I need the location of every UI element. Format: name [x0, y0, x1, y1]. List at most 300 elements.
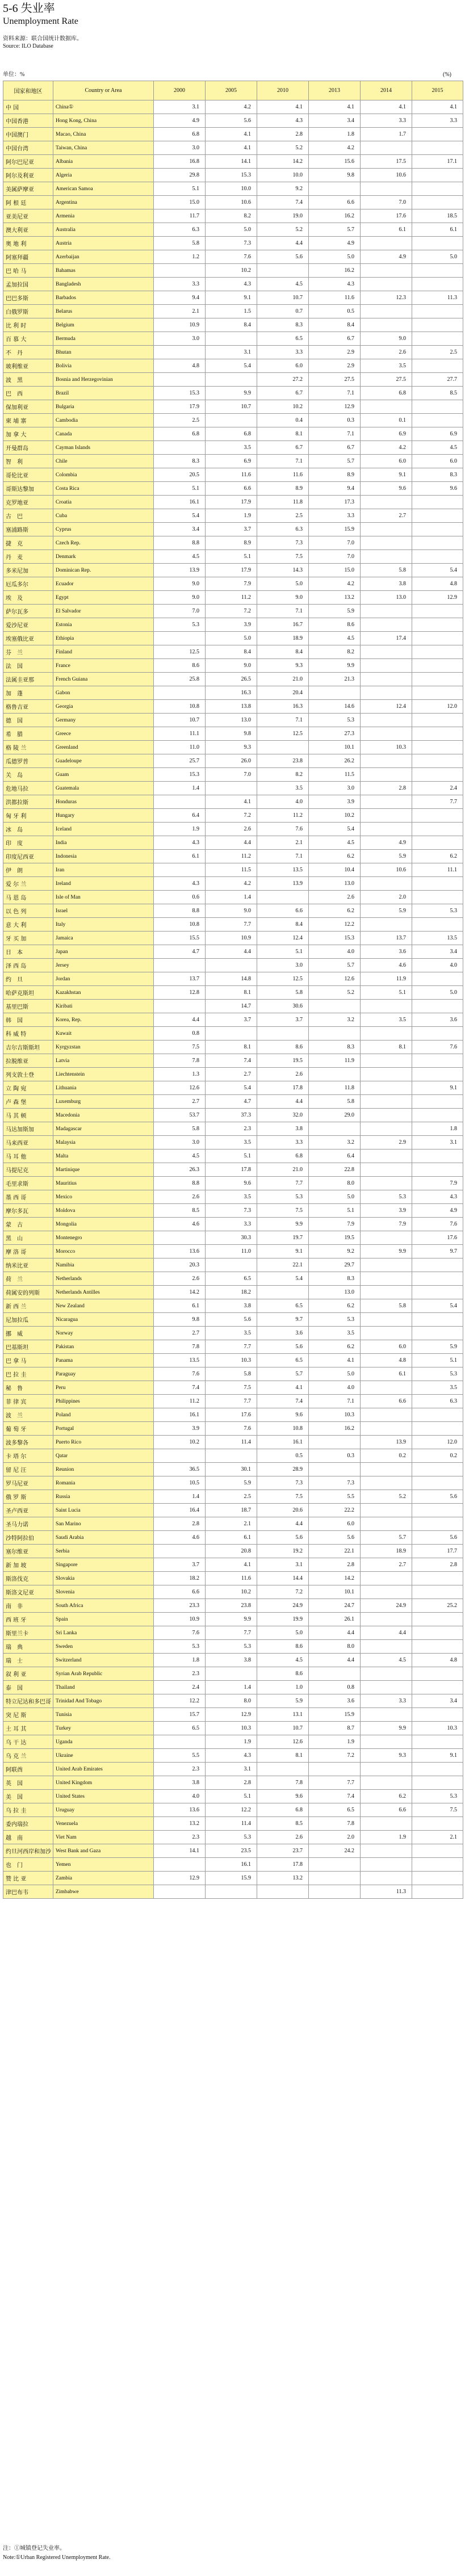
country-name-en: Qatar — [53, 1449, 154, 1463]
rate-cell — [412, 1327, 463, 1340]
rate-cell: 14.2 — [309, 1572, 361, 1585]
rate-cell: 4.5 — [257, 1654, 309, 1667]
rate-cell: 5.4 — [206, 359, 257, 373]
table-row — [3, 1763, 463, 1776]
rate-cell — [361, 1858, 412, 1872]
rate-cell — [361, 823, 412, 836]
rate-cell: 3.3 — [257, 1136, 309, 1149]
rate-cell — [361, 1613, 412, 1626]
country-name-cn: 巴巴多斯 — [3, 291, 53, 305]
rate-cell: 5.3 — [412, 1790, 463, 1803]
country-name-cn: 波 兰 — [3, 1408, 53, 1422]
country-name-cn: 斯洛伐克 — [3, 1572, 53, 1585]
rate-cell: 5.8 — [154, 1122, 206, 1136]
rate-cell: 2.8 — [257, 128, 309, 141]
rate-cell: 7.2 — [206, 809, 257, 823]
table-row — [3, 863, 463, 877]
rate-cell — [361, 1763, 412, 1776]
rate-cell: 17.5 — [361, 155, 412, 169]
country-name-en: West Bank and Gaza — [53, 1844, 154, 1858]
rate-cell: 16.1 — [154, 1408, 206, 1422]
rate-cell — [361, 1095, 412, 1109]
rate-cell: 2.7 — [154, 1327, 206, 1340]
rate-cell — [412, 809, 463, 823]
rate-cell: 4.2 — [206, 877, 257, 891]
rate-cell: 7.7 — [412, 795, 463, 809]
country-name-cn: 塞浦路斯 — [3, 523, 53, 536]
country-name-cn: 印 度 — [3, 836, 53, 850]
rate-cell: 6.5 — [309, 1803, 361, 1817]
rate-cell: 5.8 — [309, 1095, 361, 1109]
table-row — [3, 904, 463, 918]
rate-cell — [257, 741, 309, 754]
rate-cell — [361, 1272, 412, 1286]
rate-cell — [412, 1872, 463, 1885]
rate-cell: 17.9 — [206, 564, 257, 577]
country-name-en: Russia — [53, 1490, 154, 1504]
rate-cell: 32.0 — [257, 1109, 309, 1122]
country-name-cn: 厄瓜多尔 — [3, 577, 53, 591]
rate-cell — [361, 754, 412, 768]
country-name-cn: 土 耳 其 — [3, 1722, 53, 1735]
country-name-en: Guadeloupe — [53, 754, 154, 768]
rate-cell: 9.0 — [154, 577, 206, 591]
country-name-en: Cambodia — [53, 414, 154, 427]
table-row — [3, 346, 463, 359]
rate-cell: 6.1 — [154, 1299, 206, 1313]
rate-cell: 11.2 — [154, 1395, 206, 1408]
table-row — [3, 564, 463, 577]
country-name-cn: 哈萨克斯坦 — [3, 986, 53, 1000]
rate-cell: 0.8 — [309, 1681, 361, 1694]
rate-cell: 9.9 — [206, 1613, 257, 1626]
country-name-en: Guatemala — [53, 782, 154, 795]
country-name-cn: 拉脱维亚 — [3, 1054, 53, 1068]
rate-cell: 8.5 — [154, 1204, 206, 1218]
country-name-en: France — [53, 659, 154, 673]
rate-cell: 2.8 — [309, 1558, 361, 1572]
rate-cell: 7.3 — [309, 1476, 361, 1490]
rate-cell: 7.2 — [309, 1749, 361, 1763]
rate-cell: 5.8 — [257, 986, 309, 1000]
rate-cell: 7.1 — [257, 605, 309, 618]
rate-cell: 12.6 — [257, 1735, 309, 1749]
rate-cell: 4.9 — [412, 1204, 463, 1218]
rate-cell — [412, 1858, 463, 1872]
rate-cell — [309, 1872, 361, 1885]
rate-cell: 2.7 — [154, 1095, 206, 1109]
rate-cell: 8.9 — [206, 536, 257, 550]
country-name-en: Hungary — [53, 809, 154, 823]
rate-cell: 6.8 — [206, 427, 257, 441]
country-name-cn: 马提尼克 — [3, 1163, 53, 1177]
rate-cell — [412, 1054, 463, 1068]
rate-cell: 7.2 — [206, 605, 257, 618]
rate-cell — [412, 523, 463, 536]
rate-cell: 6.2 — [309, 904, 361, 918]
rate-cell: 11.9 — [361, 972, 412, 986]
country-name-cn: 奥 地 利 — [3, 237, 53, 250]
country-name-cn: 瓜德罗普 — [3, 754, 53, 768]
country-name-cn: 德 国 — [3, 714, 53, 727]
rate-cell — [412, 1476, 463, 1490]
rate-cell: 15.3 — [154, 768, 206, 782]
rate-cell — [361, 768, 412, 782]
rate-cell — [412, 318, 463, 332]
rate-cell — [309, 1027, 361, 1041]
rate-cell: 10.4 — [309, 863, 361, 877]
table-row — [3, 1013, 463, 1027]
country-name-en: Norway — [53, 1327, 154, 1340]
rate-cell: 1.4 — [206, 891, 257, 904]
table-row — [3, 468, 463, 482]
rate-cell: 0.2 — [412, 1449, 463, 1463]
rate-cell: 13.9 — [361, 1436, 412, 1449]
rate-cell — [412, 182, 463, 196]
rate-cell: 1.9 — [361, 1831, 412, 1844]
table-row — [3, 700, 463, 714]
rate-cell: 6.2 — [309, 1299, 361, 1313]
rate-cell: 5.4 — [154, 509, 206, 523]
rate-cell: 22.1 — [257, 1258, 309, 1272]
rate-cell: 10.7 — [257, 291, 309, 305]
rate-cell: 7.6 — [257, 823, 309, 836]
rate-cell — [412, 509, 463, 523]
country-name-en: Philippines — [53, 1395, 154, 1408]
rate-cell: 10.3 — [206, 1722, 257, 1735]
rate-cell: 7.5 — [412, 1803, 463, 1817]
rate-cell: 2.3 — [154, 1667, 206, 1681]
rate-cell — [361, 1231, 412, 1245]
country-name-en: Albania — [53, 155, 154, 169]
table-row — [3, 741, 463, 754]
rate-cell: 5.4 — [309, 823, 361, 836]
rate-cell — [206, 1027, 257, 1041]
country-name-en: Macedonia — [53, 1109, 154, 1122]
country-name-en: Austria — [53, 237, 154, 250]
rate-cell — [361, 686, 412, 700]
rate-cell: 12.2 — [154, 1694, 206, 1708]
rate-cell: 4.8 — [361, 1354, 412, 1367]
rate-cell: 4.0 — [154, 1790, 206, 1803]
rate-cell: 7.3 — [257, 1476, 309, 1490]
rate-cell: 7.6 — [206, 250, 257, 264]
rate-cell: 12.4 — [361, 700, 412, 714]
country-name-en: Canada — [53, 427, 154, 441]
table-row — [3, 1218, 463, 1231]
country-name-cn: 叙 利 亚 — [3, 1667, 53, 1681]
country-name-cn: 日 本 — [3, 945, 53, 959]
table-row — [3, 618, 463, 632]
table-row — [3, 1109, 463, 1122]
rate-cell: 11.3 — [361, 1885, 412, 1899]
rate-cell: 5.0 — [309, 1367, 361, 1381]
rate-cell: 10.5 — [154, 1476, 206, 1490]
table-row — [3, 959, 463, 972]
rate-cell: 21.0 — [257, 1163, 309, 1177]
country-name-en: Uganda — [53, 1735, 154, 1749]
rate-cell: 4.6 — [154, 1531, 206, 1545]
country-name-cn: 不 丹 — [3, 346, 53, 359]
rate-cell: 5.6 — [309, 1531, 361, 1545]
rate-cell: 3.9 — [361, 1204, 412, 1218]
table-row — [3, 1681, 463, 1694]
rate-cell: 8.4 — [257, 918, 309, 932]
rate-cell: 17.4 — [361, 632, 412, 645]
rate-cell: 7.3 — [206, 237, 257, 250]
rate-cell — [412, 1885, 463, 1899]
rate-cell — [361, 1054, 412, 1068]
rate-cell: 4.8 — [412, 577, 463, 591]
rate-cell — [309, 1858, 361, 1872]
rate-cell: 10.1 — [309, 741, 361, 754]
rate-cell: 1.0 — [257, 1681, 309, 1694]
rate-cell: 9.1 — [412, 1081, 463, 1095]
rate-cell: 13.7 — [361, 932, 412, 945]
rate-cell — [412, 645, 463, 659]
table-row — [3, 1504, 463, 1517]
rate-cell: 7.5 — [206, 1381, 257, 1395]
rate-cell: 30.6 — [257, 1000, 309, 1013]
table-row — [3, 1872, 463, 1885]
rate-cell: 2.6 — [154, 1272, 206, 1286]
rate-cell: 6.8 — [154, 128, 206, 141]
rate-cell: 14.2 — [154, 1286, 206, 1299]
rate-cell: 2.0 — [309, 1831, 361, 1844]
country-name-cn: 越 南 — [3, 1831, 53, 1844]
rate-cell — [412, 278, 463, 291]
rate-cell: 5.4 — [206, 1081, 257, 1095]
rate-cell: 13.2 — [257, 1872, 309, 1885]
rate-cell: 10.8 — [154, 700, 206, 714]
country-name-en: Belgium — [53, 318, 154, 332]
country-name-cn: 美 国 — [3, 1790, 53, 1803]
country-name-en: South Africa — [53, 1599, 154, 1613]
rate-cell — [361, 1149, 412, 1163]
rate-cell: 5.0 — [257, 1626, 309, 1640]
rate-cell: 2.7 — [206, 1068, 257, 1081]
country-name-cn: 圣卢西亚 — [3, 1504, 53, 1517]
rate-cell: 11.8 — [309, 1081, 361, 1095]
rate-cell: 7.8 — [309, 1817, 361, 1831]
rate-cell: 7.9 — [206, 577, 257, 591]
rate-cell: 14.8 — [206, 972, 257, 986]
source-cn: 资料来源：联合国统计数据库。 — [3, 36, 82, 42]
country-name-en: El Salvador — [53, 605, 154, 618]
rate-cell: 9.4 — [154, 291, 206, 305]
rate-cell: 8.2 — [309, 645, 361, 659]
rate-cell — [361, 877, 412, 891]
rate-cell: 3.5 — [412, 1381, 463, 1395]
country-name-en: Netherlands — [53, 1272, 154, 1286]
rate-cell: 4.2 — [309, 577, 361, 591]
rate-cell: 15.7 — [154, 1708, 206, 1722]
rate-cell: 10.6 — [206, 196, 257, 209]
rate-cell — [412, 536, 463, 550]
rate-cell: 26.2 — [309, 754, 361, 768]
country-name-cn: 希 腊 — [3, 727, 53, 741]
rate-cell: 10.3 — [309, 1408, 361, 1422]
country-name-cn: 秘 鲁 — [3, 1381, 53, 1395]
country-name-en: Argentina — [53, 196, 154, 209]
table-row — [3, 1517, 463, 1531]
rate-cell: 6.0 — [361, 455, 412, 468]
rate-cell — [361, 496, 412, 509]
country-name-en: United States — [53, 1790, 154, 1803]
rate-cell — [309, 182, 361, 196]
country-name-en: Greenland — [53, 741, 154, 754]
rate-cell — [412, 1817, 463, 1831]
rate-cell: 16.4 — [154, 1504, 206, 1517]
rate-cell: 6.8 — [154, 427, 206, 441]
rate-cell — [206, 414, 257, 427]
rate-cell: 13.0 — [309, 1286, 361, 1299]
country-name-en: Hong Kong, China — [53, 114, 154, 128]
rate-cell: 3.6 — [257, 1327, 309, 1340]
country-name-cn: 澳大利亚 — [3, 223, 53, 237]
country-name-en: Thailand — [53, 1681, 154, 1694]
table-row — [3, 1367, 463, 1381]
country-name-cn: 比 利 时 — [3, 318, 53, 332]
table-row — [3, 250, 463, 264]
country-name-en: Bulgaria — [53, 400, 154, 414]
rate-cell: 5.5 — [154, 1749, 206, 1763]
rate-cell: 4.5 — [154, 550, 206, 564]
rate-cell: 7.8 — [154, 1340, 206, 1354]
rate-cell: 13.5 — [154, 1354, 206, 1367]
rate-cell: 9.7 — [412, 1245, 463, 1258]
rate-cell: 17.6 — [361, 209, 412, 223]
country-name-en: Finland — [53, 645, 154, 659]
rate-cell: 7.7 — [309, 1776, 361, 1790]
table-row — [3, 1041, 463, 1054]
table-row — [3, 850, 463, 863]
rate-cell: 4.1 — [412, 100, 463, 114]
rate-cell: 6.0 — [309, 1517, 361, 1531]
table-row — [3, 986, 463, 1000]
rate-cell: 8.8 — [154, 1177, 206, 1190]
country-name-en: Latvia — [53, 1054, 154, 1068]
country-name-en: Kiribati — [53, 1000, 154, 1013]
rate-cell: 3.4 — [412, 1694, 463, 1708]
rate-cell: 5.1 — [412, 1354, 463, 1367]
rate-cell: 16.2 — [309, 209, 361, 223]
table-row — [3, 1340, 463, 1354]
rate-cell — [361, 1027, 412, 1041]
table-row — [3, 659, 463, 673]
rate-cell: 2.6 — [309, 891, 361, 904]
rate-cell: 15.5 — [154, 932, 206, 945]
rate-cell — [361, 1585, 412, 1599]
rate-cell: 13.1 — [257, 1708, 309, 1722]
country-name-cn: 萨尔瓦多 — [3, 605, 53, 618]
rate-cell: 6.0 — [361, 1340, 412, 1354]
table-row — [3, 605, 463, 618]
rate-cell: 4.3 — [154, 877, 206, 891]
table-row — [3, 727, 463, 741]
rate-cell: 4.4 — [257, 1517, 309, 1531]
table-row — [3, 1231, 463, 1245]
rate-cell: 8.3 — [309, 1272, 361, 1286]
country-name-cn: 斯洛文尼亚 — [3, 1585, 53, 1599]
rate-cell: 13.2 — [309, 591, 361, 605]
rate-cell: 3.1 — [206, 1763, 257, 1776]
rate-cell — [412, 918, 463, 932]
rate-cell — [361, 1000, 412, 1013]
rate-cell: 8.8 — [154, 904, 206, 918]
rate-cell — [257, 1286, 309, 1299]
column-header: 2015 — [412, 81, 463, 100]
rate-cell: 2.5 — [257, 509, 309, 523]
rate-cell: 10.2 — [154, 1436, 206, 1449]
rate-cell — [361, 550, 412, 564]
country-name-cn: 危地马拉 — [3, 782, 53, 795]
rate-cell — [361, 536, 412, 550]
country-name-en: Italy — [53, 918, 154, 932]
rate-cell: 3.6 — [361, 945, 412, 959]
table-row — [3, 373, 463, 387]
rate-cell — [361, 141, 412, 155]
rate-cell — [361, 1817, 412, 1831]
rate-cell — [412, 400, 463, 414]
rate-cell: 26.5 — [206, 673, 257, 686]
country-name-cn: 波 黑 — [3, 373, 53, 387]
rate-cell: 10.9 — [154, 1613, 206, 1626]
rate-cell — [412, 1708, 463, 1722]
rate-cell: 10.6 — [361, 169, 412, 182]
rate-cell — [412, 550, 463, 564]
rate-cell — [361, 1476, 412, 1490]
rate-cell: 1.4 — [154, 782, 206, 795]
rate-cell — [154, 1545, 206, 1558]
rate-cell: 9.0 — [257, 591, 309, 605]
rate-cell — [361, 918, 412, 932]
country-name-cn: 沙特阿拉伯 — [3, 1531, 53, 1545]
rate-cell: 3.0 — [257, 959, 309, 972]
rate-cell: 8.1 — [257, 427, 309, 441]
country-name-en: Barbados — [53, 291, 154, 305]
rate-cell: 9.1 — [257, 1245, 309, 1258]
rate-cell: 9.8 — [206, 727, 257, 741]
table-row — [3, 1708, 463, 1722]
country-name-en: Malta — [53, 1149, 154, 1163]
table-row — [3, 1122, 463, 1136]
rate-cell: 8.1 — [206, 986, 257, 1000]
rate-cell: 2.7 — [361, 1558, 412, 1572]
table-row — [3, 1776, 463, 1790]
rate-cell: 4.0 — [412, 959, 463, 972]
country-name-en: Gabon — [53, 686, 154, 700]
rate-cell: 1.9 — [206, 509, 257, 523]
rate-cell: 6.9 — [206, 455, 257, 468]
rate-cell: 8.2 — [206, 209, 257, 223]
rate-cell: 5.0 — [412, 250, 463, 264]
rate-cell: 8.0 — [309, 1177, 361, 1190]
rate-cell — [154, 632, 206, 645]
rate-cell: 8.4 — [206, 318, 257, 332]
rate-cell — [412, 1313, 463, 1327]
rate-cell: 4.4 — [206, 945, 257, 959]
rate-cell: 6.2 — [412, 850, 463, 863]
rate-cell: 4.4 — [206, 836, 257, 850]
country-name-cn: 约 旦 — [3, 972, 53, 986]
country-name-cn: 阿塞拜疆 — [3, 250, 53, 264]
rate-cell: 3.5 — [361, 359, 412, 373]
country-name-en: Denmark — [53, 550, 154, 564]
country-name-en: Iran — [53, 863, 154, 877]
rate-cell — [361, 1122, 412, 1136]
rate-cell: 2.8 — [361, 782, 412, 795]
